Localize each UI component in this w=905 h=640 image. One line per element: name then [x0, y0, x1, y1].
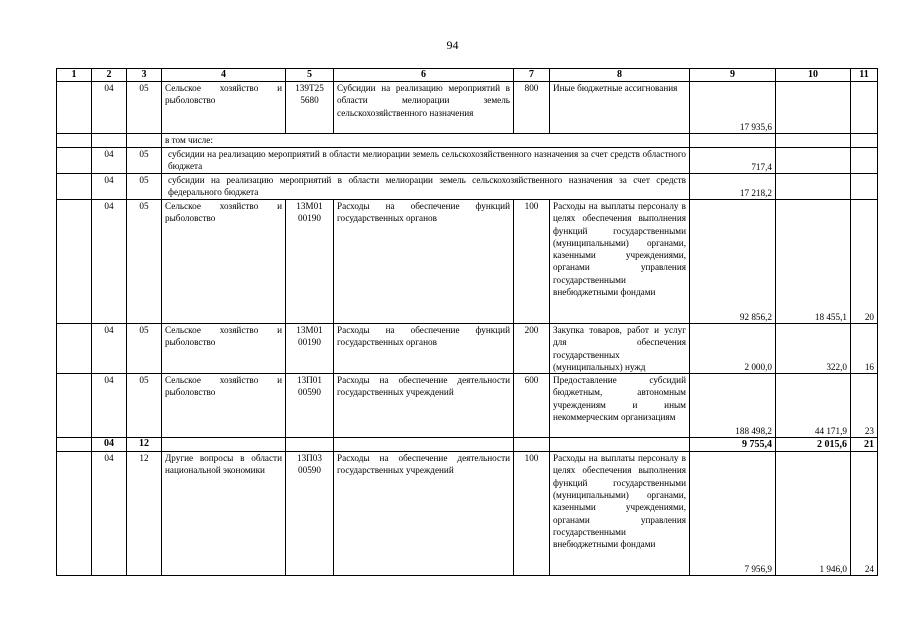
- column-header: 10: [776, 69, 851, 82]
- section-code: 04: [92, 82, 127, 134]
- column-header: 11: [851, 69, 878, 82]
- percent: 20: [851, 200, 878, 324]
- subsection-code: 12: [127, 452, 162, 576]
- target-article: 13М01 00190: [286, 200, 334, 324]
- amount-plan: 7 956,9: [690, 452, 776, 576]
- cell-1: [57, 148, 92, 174]
- expense-type-name: Расходы на выплаты персоналу в целях обеспечения выполнения функций государственными (муниципальными) органами, казенными учреждениями, органами управления государственными внебюджетными фондами: [550, 200, 690, 324]
- cell-9: [690, 134, 776, 148]
- cell-1: [57, 374, 92, 438]
- section-code: 04: [92, 374, 127, 438]
- cell-1: [57, 452, 92, 576]
- subsection-code: 05: [127, 324, 162, 374]
- amount-plan: 92 856,2: [690, 200, 776, 324]
- cell-11: [851, 134, 878, 148]
- column-header: 4: [162, 69, 286, 82]
- cell-8: [550, 438, 690, 452]
- subtotal-fact: 2 015,6: [776, 438, 851, 452]
- expense-type-name: Предоставление субсидий бюджетным, автономным учреждениям и иным некоммерческим организациям: [550, 374, 690, 438]
- cell-6: [334, 438, 514, 452]
- target-article: 13П03 00590: [286, 452, 334, 576]
- section-code: 04: [92, 324, 127, 374]
- cell-5: [286, 438, 334, 452]
- subsection-code: 05: [127, 148, 162, 174]
- cell-10: [776, 148, 851, 174]
- table-row: [57, 82, 878, 134]
- table-row: [57, 148, 878, 174]
- amount-fact: 1 946,0: [776, 452, 851, 576]
- amount-plan: 188 498,2: [690, 374, 776, 438]
- cell-1: [57, 200, 92, 324]
- expense-type-code: 100: [514, 452, 550, 576]
- expense-type-code: 600: [514, 374, 550, 438]
- amount-fact: 44 171,9: [776, 374, 851, 438]
- article-name: Расходы на обеспечение деятельности государственных учреждений: [334, 452, 514, 576]
- cell-1: [57, 82, 92, 134]
- subsection-code: 05: [127, 82, 162, 134]
- cell-11: [851, 148, 878, 174]
- cell-11: [851, 174, 878, 200]
- cell-3: [127, 134, 162, 148]
- budget-table: [56, 68, 878, 576]
- amount-fact: 322,0: [776, 324, 851, 374]
- section-name: Другие вопросы в области национальной экономики: [162, 452, 286, 576]
- expense-type-name: Закупка товаров, работ и услуг для обеспечения государственных (муниципальных) нужд: [550, 324, 690, 374]
- table-row: [57, 438, 878, 452]
- table-header-row: [57, 69, 878, 82]
- section-code: 04: [92, 200, 127, 324]
- note-text: в том числе:: [162, 134, 690, 148]
- cell-10: [776, 134, 851, 148]
- section-code: 04: [92, 148, 127, 174]
- cell-1: [57, 324, 92, 374]
- percent: 24: [851, 452, 878, 576]
- amount-plan: 17 218,2: [690, 174, 776, 200]
- amount-plan: 17 935,6: [690, 82, 776, 134]
- table-row: [57, 134, 878, 148]
- column-header: 2: [92, 69, 127, 82]
- cell-1: [57, 174, 92, 200]
- subsection-code: 05: [127, 174, 162, 200]
- column-header: 8: [550, 69, 690, 82]
- article-name: Расходы на обеспечение функций государственных органов: [334, 200, 514, 324]
- section-code: 04: [92, 452, 127, 576]
- amount-plan: 2 000,0: [690, 324, 776, 374]
- subsection-code: 05: [127, 200, 162, 324]
- expense-type-name: Расходы на выплаты персоналу в целях обеспечения выполнения функций государственными (муниципальными) органами, казенными учреждениями, органами управления государственными внебюджетными фондами: [550, 452, 690, 576]
- column-header: 7: [514, 69, 550, 82]
- expense-type-code: 800: [514, 82, 550, 134]
- column-header: 6: [334, 69, 514, 82]
- article-name: Субсидии на реализацию мероприятий в области мелиорации земель сельскохозяйственного назначения: [334, 82, 514, 134]
- target-article: 13П01 00590: [286, 374, 334, 438]
- percent: [851, 82, 878, 134]
- table-row: [57, 452, 878, 576]
- subsection-code: 05: [127, 374, 162, 438]
- section-name: Сельское хозяйство и рыболовство: [162, 200, 286, 324]
- expense-type-code: 200: [514, 324, 550, 374]
- section-name: Сельское хозяйство и рыболовство: [162, 324, 286, 374]
- table-row: [57, 200, 878, 324]
- percent: 16: [851, 324, 878, 374]
- section-name: Сельское хозяйство и рыболовство: [162, 374, 286, 438]
- table-row: [57, 174, 878, 200]
- subsidy-description: субсидии на реализацию мероприятий в области мелиорации земель сельскохозяйственного назначения за счет средств областного бюджета: [162, 148, 690, 174]
- page-number: 94: [446, 38, 459, 52]
- column-header: 9: [690, 69, 776, 82]
- cell-4: [162, 438, 286, 452]
- cell-2: [92, 134, 127, 148]
- amount-plan: 717,4: [690, 148, 776, 174]
- section-name: Сельское хозяйство и рыболовство: [162, 82, 286, 134]
- amount-fact: [776, 82, 851, 134]
- section-code: 04: [92, 438, 127, 452]
- expense-type-code: 100: [514, 200, 550, 324]
- percent: 23: [851, 374, 878, 438]
- table-row: [57, 324, 878, 374]
- cell-10: [776, 174, 851, 200]
- amount-fact: 18 455,1: [776, 200, 851, 324]
- column-header: 3: [127, 69, 162, 82]
- subtotal-plan: 9 755,4: [690, 438, 776, 452]
- subsection-code: 12: [127, 438, 162, 452]
- article-name: Расходы на обеспечение деятельности государственных учреждений: [334, 374, 514, 438]
- cell-7: [514, 438, 550, 452]
- article-name: Расходы на обеспечение функций государственных органов: [334, 324, 514, 374]
- expense-type-name: Иные бюджетные ассигнования: [550, 82, 690, 134]
- cell-1: [57, 438, 92, 452]
- section-code: 04: [92, 174, 127, 200]
- column-header: 5: [286, 69, 334, 82]
- target-article: 13М01 00190: [286, 324, 334, 374]
- column-header: 1: [57, 69, 92, 82]
- cell-1: [57, 134, 92, 148]
- subsidy-description: субсидии на реализацию мероприятий в области мелиорации земель сельскохозяйственного назначения за счет средств федерального бюджета: [162, 174, 690, 200]
- subtotal-percent: 21: [851, 438, 878, 452]
- target-article: 139Т25 5680: [286, 82, 334, 134]
- table-row: [57, 374, 878, 438]
